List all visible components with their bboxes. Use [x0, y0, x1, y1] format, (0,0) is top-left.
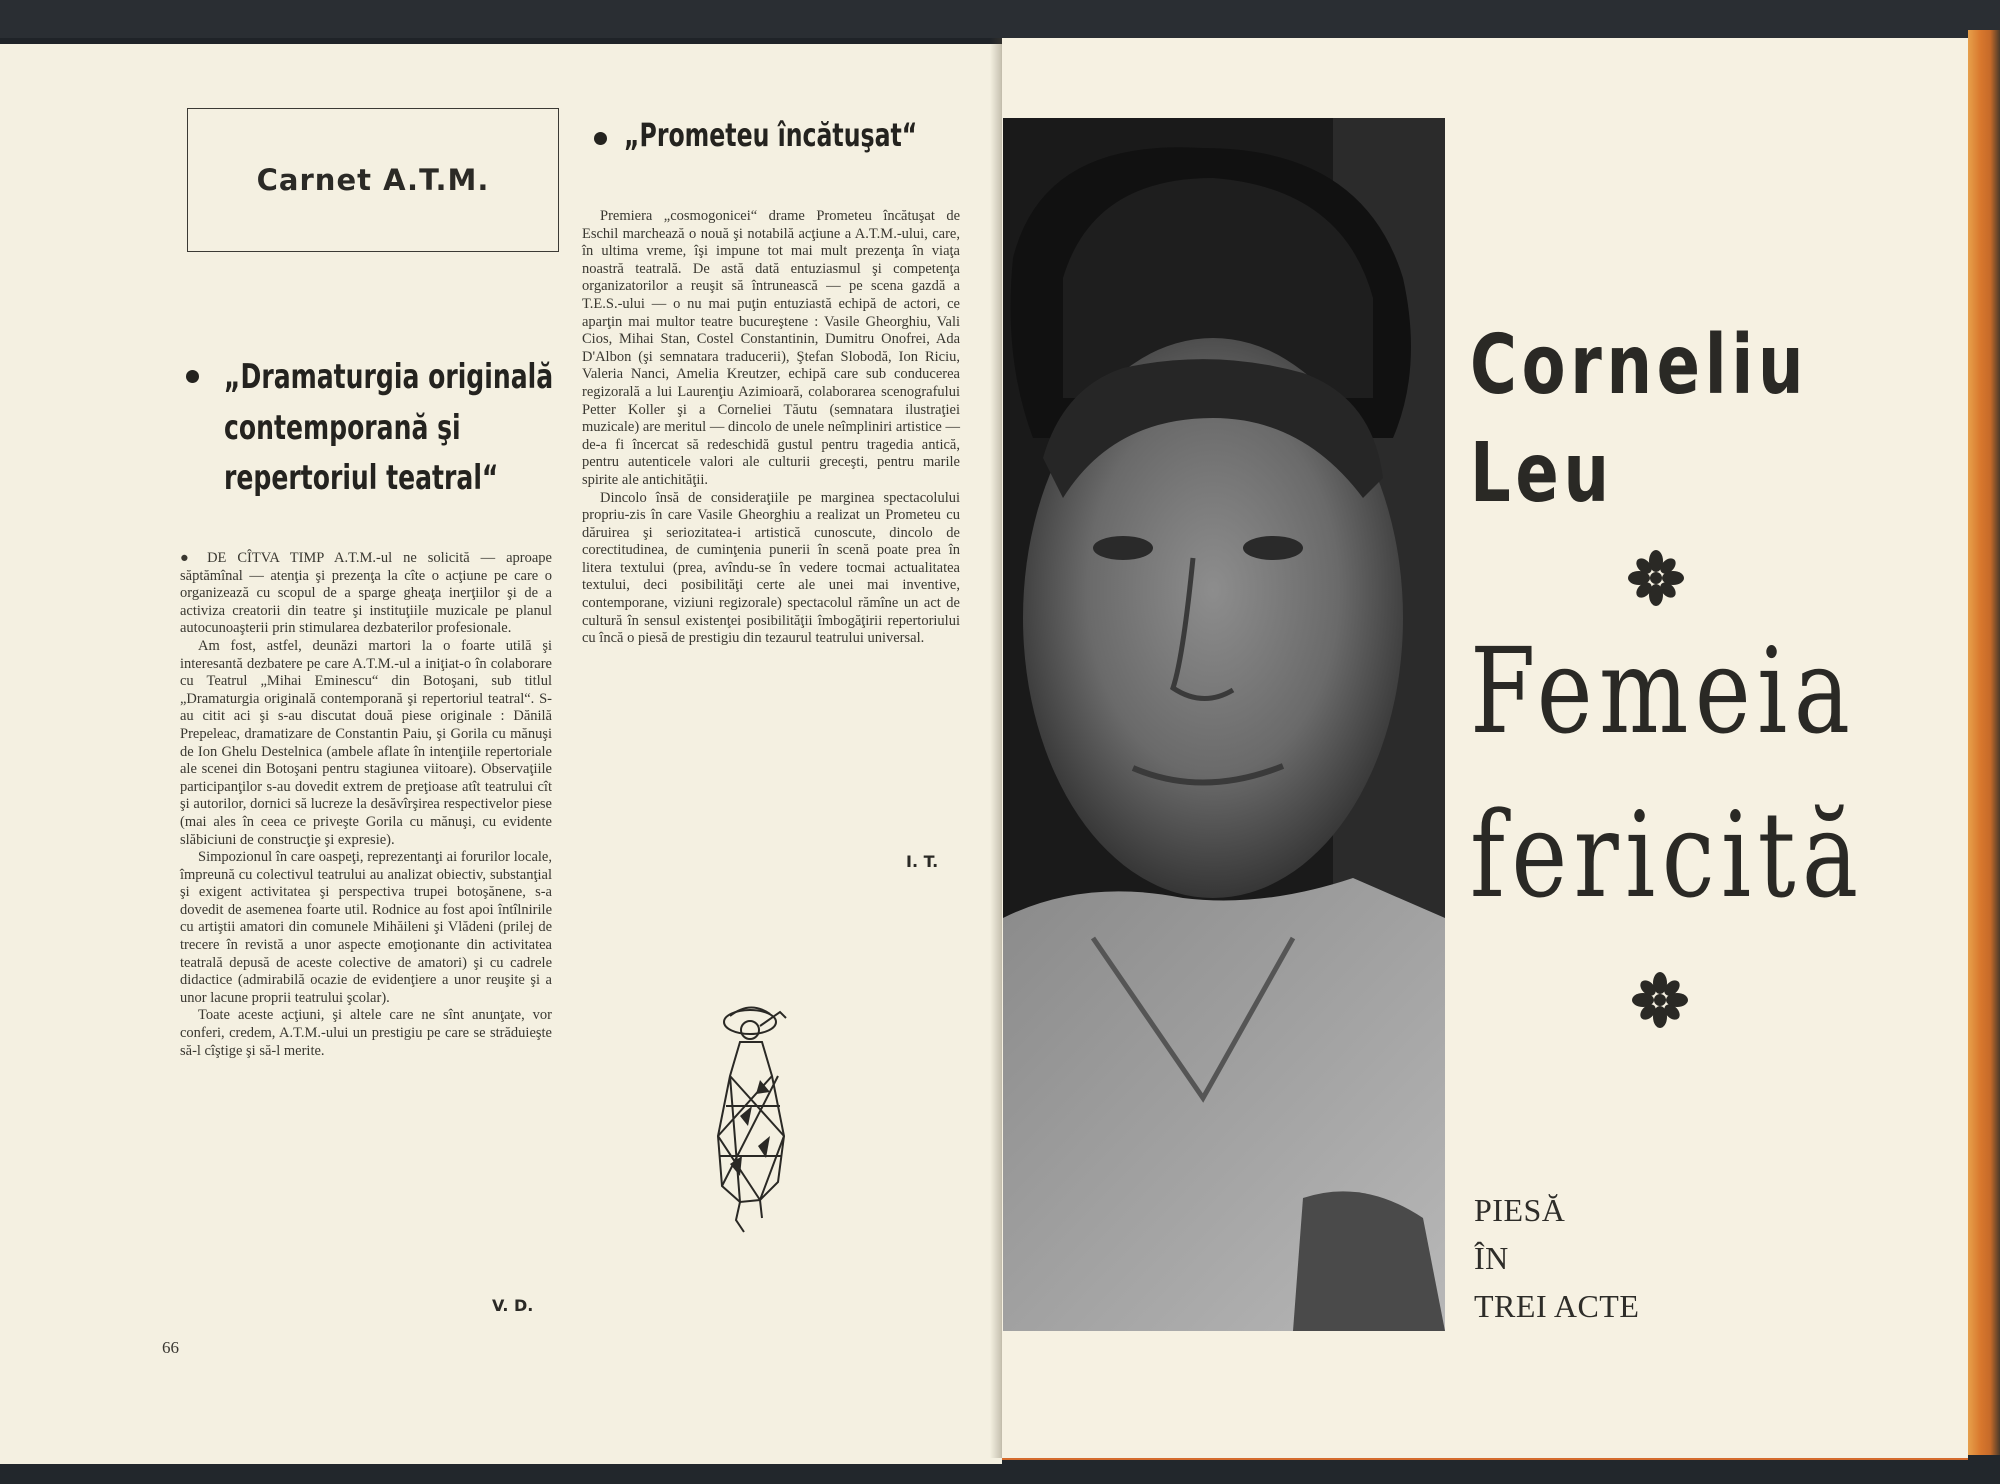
asterisk-ornament-icon — [1630, 970, 1690, 1030]
article1-heading-line3: repertoriul teatral“ — [224, 458, 499, 498]
article1-signature: V. D. — [492, 1296, 534, 1315]
article2-signature: I. T. — [906, 852, 939, 871]
author-first-name: Corneliu — [1470, 318, 1809, 413]
play-title-line1: Femeia — [1470, 622, 1857, 760]
asterisk-ornament-icon — [1626, 548, 1686, 608]
author-last-name: Leu — [1470, 426, 1614, 521]
page-number: 66 — [162, 1338, 179, 1357]
article1-paragraph: Simpozionul în care oaspeţi, reprezentanţi ai forurilor locale, împreună cu colectivul teatrului au analizat obiectiv, substanţial şi exigent activitatea şi perspectiva trupei botoşănene, s-a dovedit de asemenea foarte util. Rodnice au fost apoi întîlnirile cu artiştii amatori din comunele Mihăileni şi Vlădeni (prilej de trecere în revistă a unor aspecte emoţionante din activitatea teatrală depusă de aceste colective de amatori) şi cu cadrele didactice (admirabilă ocazie de evidenţiere a unor reuşite şi a unor lacune proprii teatrului şcolar). — [180, 849, 552, 1006]
book-cover-edge — [1968, 30, 2000, 1470]
subtitle-line: ÎN — [1474, 1240, 1509, 1276]
article2-heading: „Prometeu încătuşat“ — [624, 116, 918, 154]
costume-figure-illustration — [700, 996, 806, 1236]
article1-paragraph: Toate aceste acţiuni, şi altele care ne sînt anunţate, vor conferi, credem, A.T.M.-ului un prestigiu pe care se străduieşte să-l cîştige şi să-l merite. — [180, 1007, 552, 1059]
article2-paragraph: Premiera „cosmogonicei“ drame Prometeu încătuşat de Eschil marchează o nouă şi notabilă acţiune a A.T.M.-ului, care, în ultima vreme, îşi impune tot mai mult prezenţa în viaţa noastră teatrală. De astă dată entuziasmul şi competenţa organizatorilor a reuşit să întrunească — pe scena gazdă a T.E.S.-ului — o nu mai puţin entuziastă echipă de actori, ce aparţin mai multor teatre bucureştene : Vasile Gheorghiu, Vali Cios, Mihai Stan, Costel Constantinin, Dumitru Onofrei, Ada D'Albon (şi semnatara traducerii), Ştefan Slobodă, Ion Riciu, Valeria Nanci, Amelia Kreutzer, echipă care sub conducerea regizorală a lui Laurenţiu Azimioară, colaborarea scenografului Petter Koller şi a Corneliei Tăutu (semnatara ilustraţiei muzicale) are meritul — dincolo de unele neîmpliniri artistice — de-a fi încercat să redeschidă gustul pentru tragedia antică, pentru autenticele valori ale culturii greceşti, pentru marile spirite ale antichităţii. — [582, 208, 960, 488]
bullet-icon — [186, 370, 199, 383]
carnet-atm-box — [187, 108, 559, 252]
subtitle-line: PIESĂ — [1474, 1192, 1566, 1228]
article1-paragraph: Am fost, astfel, deunăzi martori la o foarte utilă şi interesantă dezbatere pe care A.T.M.-ul a iniţiat-o în colaborare cu Teatrul „Mihai Eminescu“ din Botoşani, sub titlul „Dramaturgia originală contemporană şi repertoriul teatral“. S-au citit aci şi s-au discutat două piese originale : Dănilă Prepeleac, dramatizare de Constantin Paiu, şi Gorila cu mănuşi de Ion Ghelu Destelnica (ambele aflate în intenţiile repertoriale ale scenei din Botoşani pentru stagiunea viitoare). Observaţiile participanţilor s-au dovedit extrem de preţioase atît teatrului cît şi autorilor, dornici să lucreze la desăvîrşirea respectivelor piese (mai ales în ceea ce priveşte Gorila cu mănuşi, cu evidente slăbiciuni de construcţie şi expresie). — [180, 637, 552, 848]
article2-paragraph: Dincolo însă de consideraţiile pe marginea spectacolului propriu-zis în care Vasile Gheorghiu a realizat un Prometeu cu dăruirea şi seriozitatea-i artistică cunoscute, dincolo de corectitudinea, de cuminţenia punerii în scenă poate prea în litera textului (prea, avîndu-se în vedere tocmai actualitatea textului, deci posibilităţi certe ale unei mai inventive, contemporane, viziuni regizorale) spectacolul rămîne un act de cultură în sensul existenţei posibilităţii îmbogăţirii repertoriului cu încă o piesă de prestigiu din tezaurul teatrului universal. — [582, 489, 960, 647]
article2-body — [582, 208, 960, 648]
subtitle-line: TREI ACTE — [1474, 1288, 1640, 1324]
author-portrait-photo — [1003, 118, 1445, 1331]
article1-body — [180, 550, 552, 1060]
article1-paragraph: ● DE CÎTVA TIMP A.T.M.-ul ne solicită — aproape săptămînal — atenţia şi prezenţa la cîte o acţiune pe care o organizează cu scopul de a sparge gheaţa inerţiilor şi de a activiza creatorii din teatre şi instituţiile muzicale pe planul autocunoaşterii prin stimularea dezbaterilor profesionale. — [180, 550, 552, 637]
bullet-icon — [594, 132, 607, 145]
article1-heading-line2: contemporană şi — [224, 408, 461, 448]
play-title-line2: fericită — [1470, 786, 1865, 924]
play-subtitle — [1474, 1186, 1639, 1330]
article1-heading-line1: „Dramaturgia originală — [224, 357, 554, 397]
box-title: Carnet A.T.M. — [256, 163, 490, 197]
